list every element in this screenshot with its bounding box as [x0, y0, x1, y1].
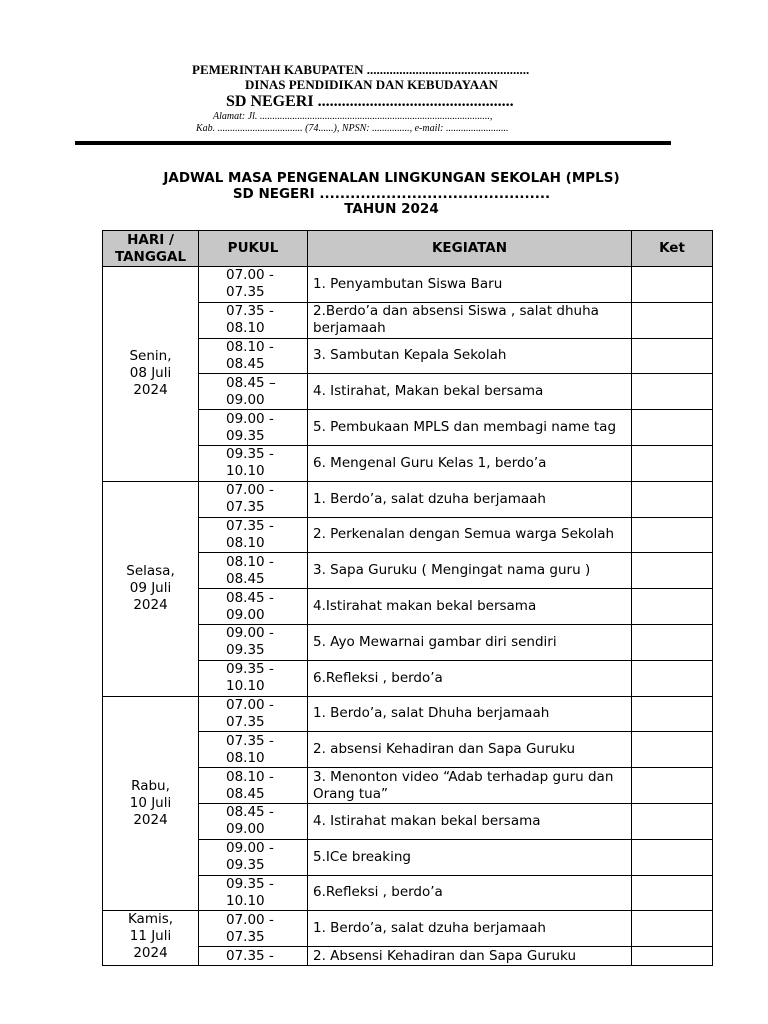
table-row [103, 267, 713, 303]
note-cell [632, 732, 713, 768]
activity-cell: 3. Menonton video “Adab terhadap guru dan Orang tua” [308, 768, 632, 804]
day-label: Kamis, 11 Juli 2024 [127, 911, 174, 962]
note-cell [632, 696, 713, 732]
activity-cell: 3. Sambutan Kepala Sekolah [308, 338, 632, 374]
day-label: Senin, 08 Juli 2024 [129, 348, 172, 399]
time-cell: 09.35 - 10.10 [199, 445, 308, 481]
activity-cell: 4. Istirahat makan bekal bersama [308, 803, 632, 839]
time-cell: 07.00 - 07.35 [199, 911, 308, 947]
activity-cell: 1. Berdo’a, salat dzuha berjamaah [308, 911, 632, 947]
table-row [103, 696, 713, 732]
note-cell [632, 768, 713, 804]
letterhead-contact: Kab. .................................. (74......), NPSN: ..............., e-mail: ......................... [196, 123, 509, 134]
note-cell [632, 267, 713, 303]
document-school: SD NEGERI ............................................. [232, 186, 551, 202]
activity-cell: 2. Absensi Kehadiran dan Sapa Guruku [308, 947, 632, 966]
time-cell: 08.10 - 08.45 [199, 553, 308, 589]
header-note: Ket [632, 231, 713, 267]
schedule-body [103, 267, 713, 966]
day-cell [103, 696, 199, 911]
activity-cell: 6. Mengenal Guru Kelas 1, berdo’a [308, 445, 632, 481]
table-row [103, 481, 713, 517]
time-cell: 09.00 - 09.35 [199, 839, 308, 875]
time-cell: 07.35 - 08.10 [199, 517, 308, 553]
note-cell [632, 947, 713, 966]
letterhead-government: PEMERINTAH KABUPATEN .................................................. [192, 62, 530, 77]
document-year: TAHUN 2024 [344, 201, 439, 217]
day-cell [103, 267, 199, 482]
note-cell [632, 660, 713, 696]
time-cell: 08.45 – 09.00 [199, 374, 308, 410]
schedule-table [102, 230, 713, 966]
note-cell [632, 589, 713, 625]
activity-cell: 5. Ayo Mewarnai gambar diri sendiri [308, 624, 632, 660]
activity-cell: 1. Berdo’a, salat dzuha berjamaah [308, 481, 632, 517]
header-activity: KEGIATAN [308, 231, 632, 267]
activity-cell: 1. Penyambutan Siswa Baru [308, 267, 632, 303]
activity-cell: 3. Sapa Guruku ( Mengingat nama guru ) [308, 553, 632, 589]
note-cell [632, 553, 713, 589]
note-cell [632, 410, 713, 446]
time-cell: 07.35 - 08.10 [199, 302, 308, 338]
time-cell: 08.10 - 08.45 [199, 338, 308, 374]
note-cell [632, 803, 713, 839]
table-header-row [103, 231, 713, 267]
note-cell [632, 481, 713, 517]
letterhead-department: DINAS PENDIDIKAN DAN KEBUDAYAAN [245, 77, 498, 92]
time-cell: 07.35 - 08.10 [199, 732, 308, 768]
letterhead-address: Alamat: Jl. ............................................................................................, [213, 111, 493, 122]
time-cell: 09.35 - 10.10 [199, 660, 308, 696]
activity-cell: 2. Perkenalan dengan Semua warga Sekolah [308, 517, 632, 553]
time-cell: 09.00 - 09.35 [199, 624, 308, 660]
day-label: Rabu, 10 Juli 2024 [129, 777, 172, 828]
activity-cell: 4. Istirahat, Makan bekal bersama [308, 374, 632, 410]
time-cell: 07.00 - 07.35 [199, 696, 308, 732]
time-cell: 07.00 - 07.35 [199, 481, 308, 517]
header-time: PUKUL [199, 231, 308, 267]
time-cell: 09.00 - 09.35 [199, 410, 308, 446]
day-cell [103, 911, 199, 966]
activity-cell: 2. absensi Kehadiran dan Sapa Guruku [308, 732, 632, 768]
time-cell: 07.35 - [199, 947, 308, 966]
note-cell [632, 839, 713, 875]
day-cell [103, 481, 199, 696]
note-cell [632, 302, 713, 338]
header-day: HARI / TANGGAL [103, 231, 199, 267]
time-cell: 07.00 - 07.35 [199, 267, 308, 303]
letterhead-divider [75, 141, 671, 145]
note-cell [632, 911, 713, 947]
note-cell [632, 875, 713, 911]
activity-cell: 6.Refleksi , berdo’a [308, 875, 632, 911]
note-cell [632, 374, 713, 410]
day-label: Selasa, 09 Juli 2024 [126, 563, 175, 614]
document-title: JADWAL MASA PENGENALAN LINGKUNGAN SEKOLAH (MPLS) [163, 170, 620, 186]
note-cell [632, 517, 713, 553]
time-cell: 08.45 - 09.00 [199, 803, 308, 839]
note-cell [632, 338, 713, 374]
activity-cell: 6.Refleksi , berdo’a [308, 660, 632, 696]
time-cell: 08.45 - 09.00 [199, 589, 308, 625]
activity-cell: 5.ICe breaking [308, 839, 632, 875]
note-cell [632, 445, 713, 481]
letterhead-school-name: SD NEGERI ................................................. [226, 93, 514, 110]
time-cell: 09.35 - 10.10 [199, 875, 308, 911]
activity-cell: 5. Pembukaan MPLS dan membagi name tag [308, 410, 632, 446]
table-row [103, 911, 713, 947]
note-cell [632, 624, 713, 660]
time-cell: 08.10 - 08.45 [199, 768, 308, 804]
activity-cell: 4.Istirahat makan bekal bersama [308, 589, 632, 625]
activity-cell: 1. Berdo’a, salat Dhuha berjamaah [308, 696, 632, 732]
activity-cell: 2.Berdo’a dan absensi Siswa , salat dhuha berjamaah [308, 302, 632, 338]
